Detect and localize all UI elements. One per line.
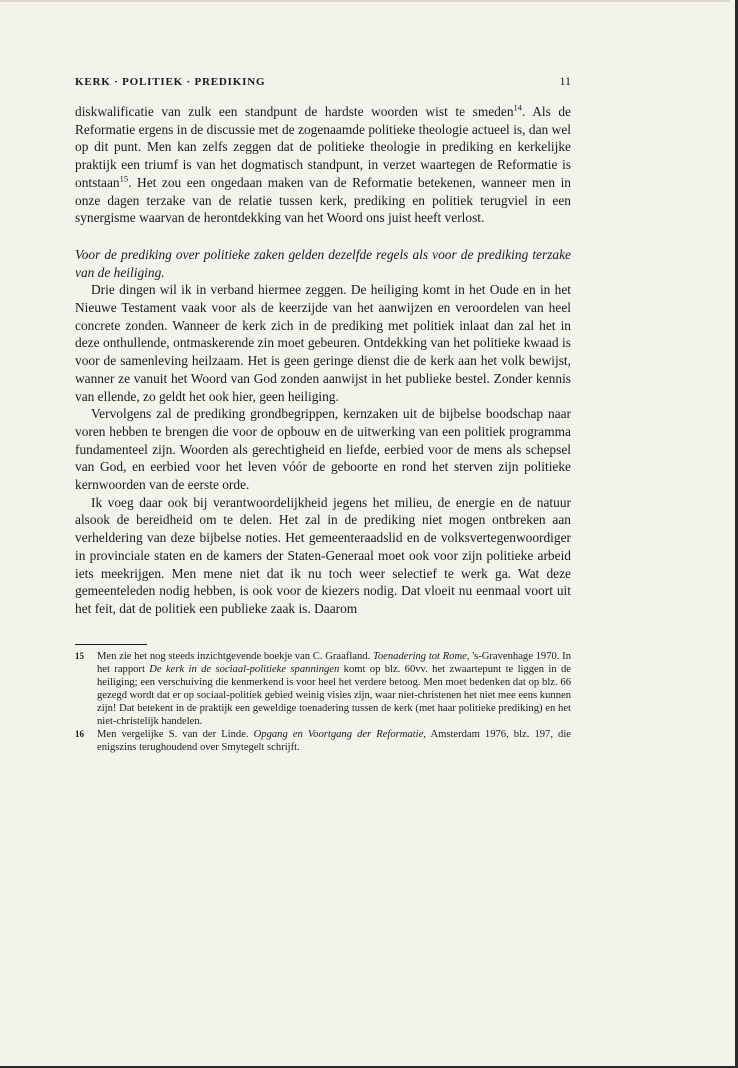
- paragraph-2: Drie dingen wil ik in verband hiermee zeggen. De heiliging komt in het Oude en in het Nieuwe Testament vaak voor als de keerzijde van het aanwijzen en veroordelen van heel concrete zonden. Wanneer de kerk zich in de prediking met politiek inlaat dan zal het in deze onthullende, ontmaskerende zin moet gebeuren. Ontdekking van het politieke kwaad is voor de samenleving heilzaam. Het is geen geringe dienst die de kerk aan het volk bewijst, wanner ze vanuit het Woord van God zonden aanwijst in het publieke bestel. Zonder kennis van ellende, zo geldt het ook hier, geen heiliging.: [75, 282, 571, 404]
- body-text: [75, 103, 571, 618]
- footnote-number: 15: [75, 650, 84, 661]
- page-number: 11: [559, 74, 571, 88]
- footnote-text: Men zie het nog steeds inzichtgevende boekje van C. Graafland. Toenadering tot Rome, 's-Gravenhage 1970. In het rapport De kerk in de sociaal-politieke spanningen komt op blz. 60vv. het zwaartepunt te liggen in de heiliging; een verschuiving die kenmerkend is voor heel het verdere betoog. Men moet bedenken dat op blz. 66 gezegd wordt dat er op sociaal-politiek gebied weinig visies zijn, waar niet-christenen het niet mee eens kunnen zijn! Dat betekent in de praktijk een geweldige toenadering tussen de kerk (met haar politieke prediking) en het niet-christelijk handelen.: [97, 650, 572, 727]
- footnote-text: Men vergelijke S. van der Linde. Opgang en Voortgang der Reformatie, Amsterdam 1976, blz. 197, die enigszins terughoudend over Smytegelt schrijft.: [97, 728, 571, 753]
- paragraph-thesis: Voor de prediking over politieke zaken gelden dezelfde regels als voor de prediking terzake van de heiliging.: [75, 246, 571, 280]
- footnote: [75, 650, 571, 728]
- running-header: [75, 74, 571, 89]
- paragraph-3: Vervolgens zal de prediking grondbegrippen, kernzaken uit de bijbelse boodschap naar voren hebben te brengen die voor de opbouw en de uitwerking van een politiek programma fundamenteel zijn. Woorden als gerechtigheid en liefde, eerbied voor de mens als schepsel van God, en eerbied voor het leven vóór de geboorte en rond het sterven zijn politieke kernwoorden van de eerste orde.: [75, 406, 571, 493]
- footnote: [75, 728, 571, 754]
- paragraph-1: diskwalificatie van zulk een standpunt de hardste woorden wist te smeden$^{14}$. Als de Reformatie ergens in de discussie met de zogenaamde politieke theologie actueel is, dan wel op dit punt. Men kan zelfs zeggen dat de politieke theologie in prediking en kerkelijke praktijk een triumf is van het dogmatisch standpunt, in verzet waartegen de Reformatie is ontstaan$^{15}$. Het zou een ongedaan maken van de Reformatie betekenen, wanneer men in onze dagen terzake van de relatie tussen kerk, prediking en politiek terugviel in een synergisme waarvan de herontdekking van het Woord ons juist heeft verlost.: [75, 102, 571, 226]
- footnote-divider: [75, 644, 147, 645]
- running-title: KERK · POLITIEK · PREDIKING: [75, 76, 266, 88]
- page-content: [75, 74, 571, 754]
- scan-edge: [0, 0, 730, 2]
- paragraph-4: Ik voeg daar ook bij verantwoordelijkheid jegens het milieu, de energie en de natuur alsook de bereidheid om te delen. Het zal in de prediking niet mogen ontbreken aan verheldering van deze bijbelse noties. Het gemeenteraadslid en de volksvertegenwoordiger in provinciale staten en de kamers der Staten-Generaal moet ook voor zijn politieke arbeid iets meekrijgen. Men mene niet dat ik nu toch weer selectief te werk ga. Wat deze gemeenteleden nodig hebben, is ook voor de kiezers nodig. Dat vloeit nu eenmaal voort uit het feit, dat de politiek een publieke zaak is. Daarom: [75, 494, 571, 616]
- footnotes: [75, 650, 571, 754]
- footnote-ref-15: 15: [119, 173, 129, 184]
- footnote-ref-14: 14: [513, 102, 523, 113]
- footnote-number: 16: [75, 728, 84, 739]
